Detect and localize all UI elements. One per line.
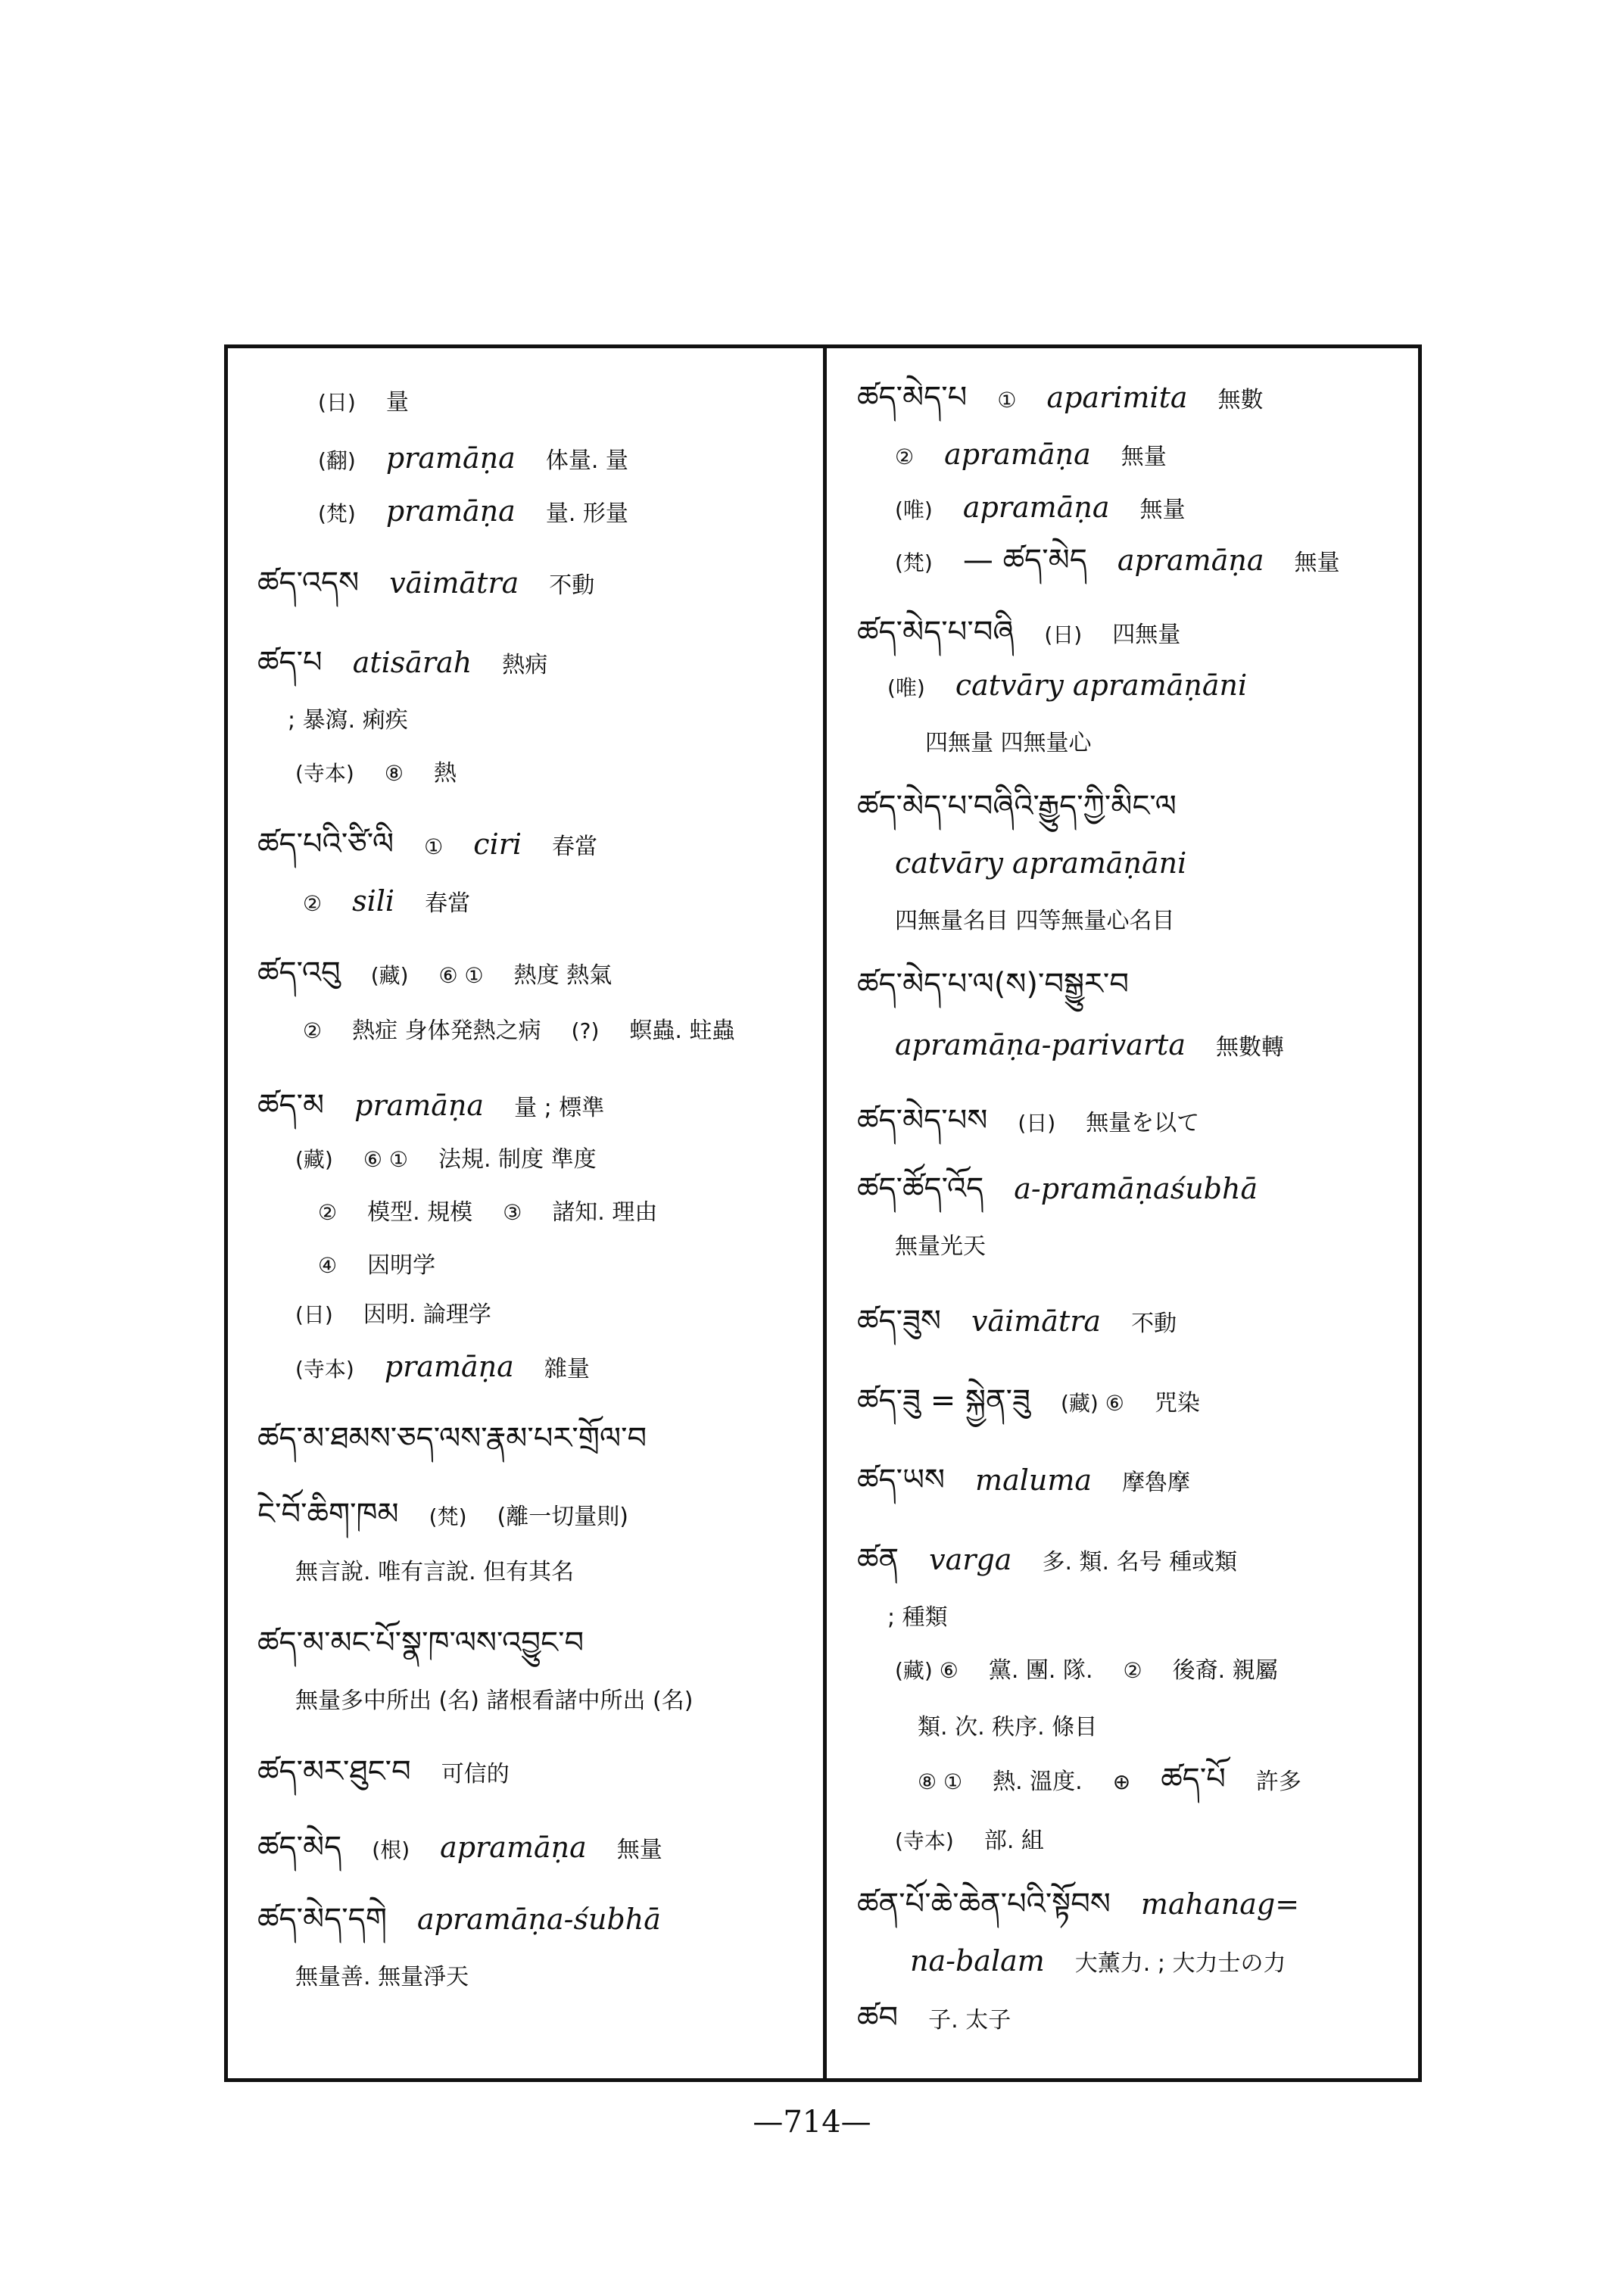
entry-line — [857, 791, 1177, 823]
entry-line — [257, 568, 594, 601]
entry-line — [895, 545, 1339, 578]
page-number: —714— — [753, 2105, 871, 2140]
tibetan-term: ཚད་ཟུ = སྐྱེན་ཟུ — [857, 1383, 1030, 1418]
marker: (梵) — [318, 501, 356, 526]
entry-line — [918, 1711, 1097, 1743]
tibetan-term: — ཚད་མེད — [962, 543, 1087, 578]
tibetan-term: ཚད་ཟུས — [857, 1304, 941, 1339]
tibetan-term: ཚད་མེད་པ་ལ(ས)་བསྒྱུར་བ — [857, 967, 1129, 1002]
entry-line — [257, 1499, 628, 1532]
sanskrit-term: apramāṇa — [962, 491, 1110, 524]
gloss: 四無量名目 四等無量心名目 — [895, 908, 1175, 934]
entry-line — [295, 1961, 469, 1993]
gloss: 雜量 — [544, 1356, 590, 1382]
gloss: 量 ; 標準 — [514, 1095, 605, 1121]
marker: ② — [895, 444, 915, 469]
tibetan-term: ཚད་མར་ཐུང་བ — [257, 1754, 411, 1789]
marker: (唯) — [895, 497, 933, 522]
sanskrit-term: apramāṇa — [440, 1831, 587, 1864]
gloss: 大薰力. ; 大力士の力 — [1074, 1950, 1286, 1977]
marker: ② — [303, 1018, 323, 1043]
marker: (根) — [372, 1837, 410, 1862]
entry-line — [318, 386, 409, 418]
sanskrit-term: apramāṇa-parivarta — [895, 1028, 1186, 1061]
gloss: 因明. 論理学 — [363, 1301, 491, 1328]
entry-line — [895, 1825, 1044, 1856]
entry-line — [295, 1351, 590, 1385]
tibetan-term: ཚད་མེད་པ་བཞི — [857, 615, 1015, 650]
gloss: 無數 — [1217, 387, 1264, 413]
sanskrit-term: ciri — [473, 828, 522, 861]
sanskrit-term: vāimātra — [971, 1304, 1102, 1338]
gloss: 無量光天 — [895, 1233, 986, 1260]
entry-line — [257, 1756, 510, 1790]
marker: (梵) — [429, 1504, 467, 1529]
gloss: 因明学 — [367, 1252, 436, 1279]
gloss: 熱 — [433, 760, 457, 787]
entry-line — [918, 1764, 1301, 1797]
gloss: 無量 — [1294, 550, 1340, 576]
sanskrit-term: maluma — [975, 1463, 1093, 1497]
gloss: 無量を以て — [1086, 1110, 1200, 1136]
marker: ⑥ ① — [363, 1147, 408, 1172]
marker: (?) — [571, 1018, 600, 1043]
marker: (日) — [295, 1302, 333, 1327]
marker: (寺本) — [295, 761, 354, 786]
entry-line — [857, 2000, 1011, 2036]
entry-line — [895, 1030, 1284, 1063]
tibetan-term: ཚད་པའི་ཙི་ལི — [257, 827, 394, 862]
gloss: 部. 組 — [983, 1828, 1044, 1854]
sanskrit-term: apramāṇa — [1117, 544, 1264, 577]
tibetan-term: ཚད་མ — [257, 1088, 325, 1123]
entry-line — [257, 1832, 662, 1865]
tibetan-term: ངེ་བོ་ཆིག་ཁམ — [257, 1497, 399, 1532]
gloss: 四無量 — [1112, 622, 1181, 648]
tibetan-term: ཚད་ཚོད་འོད — [857, 1171, 984, 1206]
entry-line — [857, 969, 1129, 1001]
marker: (藏) ⑥ — [895, 1658, 959, 1683]
gloss: 春當 — [425, 890, 471, 917]
tibetan-term: ཚབ — [857, 2000, 899, 2035]
sanskrit-term: catvāry apramāṇāni — [955, 669, 1248, 702]
entry-line — [257, 955, 613, 991]
marker: (寺本) — [895, 1828, 954, 1853]
marker: ② — [318, 1200, 338, 1225]
tibetan-term: ཚད་མེད་དགེ — [257, 1902, 387, 1937]
gloss: 量. 形量 — [545, 500, 628, 527]
sanskrit-term: vāimātra — [389, 566, 519, 600]
tibetan-term: ཚད་པ — [257, 645, 323, 680]
gloss: 螟蟲. 蛀蟲 — [629, 1018, 735, 1044]
entry-line — [257, 1423, 647, 1455]
sanskrit-term: catvāry apramāṇāni — [895, 846, 1187, 880]
entry-line — [257, 829, 597, 862]
entry-line — [925, 727, 1092, 759]
tibetan-term: ཚད་མ་མང་པོ་སྣ་ཁ་ལས་འབྱུང་བ — [257, 1625, 584, 1660]
column-divider — [823, 344, 827, 2082]
tibetan-term: ཚད་མེད་པ — [857, 380, 968, 415]
gloss: 黨. 團. 隊. — [988, 1657, 1093, 1684]
gloss: 無量 — [616, 1837, 662, 1863]
gloss: 熱度 熱氣 — [513, 962, 613, 989]
gloss: 体量. 量 — [545, 447, 628, 474]
tibetan-term: ཚད་ཡས — [857, 1463, 946, 1498]
entry-line — [857, 1306, 1177, 1339]
marker: ⊕ — [1112, 1769, 1131, 1794]
entry-line — [318, 496, 628, 529]
sanskrit-term: apramāṇa-śubhā — [417, 1903, 661, 1936]
marker: (日) — [1044, 622, 1083, 647]
gloss: (離一切量則) — [497, 1504, 628, 1530]
marker: (翻) — [318, 448, 356, 473]
entry-line — [857, 1105, 1199, 1139]
tibetan-term: ཚད་མེད་པས — [857, 1103, 988, 1138]
marker: ⑧ — [384, 761, 404, 786]
tibetan-term: ཚན — [857, 1542, 899, 1577]
gloss: 量 — [385, 389, 409, 416]
entry-line — [857, 1889, 1299, 1921]
gloss: 模型. 規模 — [367, 1199, 473, 1226]
tibetan-term: ཚན་པོ་ཆེ་ཆེན་པའི་སྟོབས — [857, 1887, 1111, 1922]
entry-line — [857, 1173, 1258, 1205]
gloss: 類. 次. 秩序. 條目 — [918, 1714, 1098, 1741]
marker: (梵) — [895, 550, 933, 575]
gloss: 不動 — [1131, 1311, 1177, 1337]
entry-line — [257, 1625, 584, 1660]
entry-line — [303, 886, 470, 919]
gloss: 諸知. 理由 — [552, 1199, 658, 1226]
sanskrit-term: sili — [352, 884, 395, 918]
marker: (寺本) — [295, 1357, 354, 1382]
sanskrit-term: atisārah — [352, 646, 472, 679]
marker: ② — [303, 891, 323, 916]
entry-line — [895, 905, 1175, 937]
marker: ③ — [503, 1200, 522, 1225]
entry-line — [895, 848, 1186, 880]
marker: ① — [997, 388, 1017, 413]
entry-line — [295, 1685, 693, 1716]
sanskrit-term: na-balam — [910, 1944, 1045, 1978]
entry-line — [303, 1015, 734, 1046]
marker: (唯) — [887, 675, 925, 700]
marker: (日) — [1018, 1111, 1056, 1136]
gloss: 可信的 — [441, 1761, 510, 1788]
entry-line — [910, 1946, 1286, 1979]
marker: (藏) ⑥ — [1061, 1391, 1124, 1416]
gloss: 熱病 — [502, 652, 548, 678]
entry-line — [257, 647, 547, 681]
sanskrit-term: pramāṇa — [384, 1350, 514, 1383]
marker: ⑥ ① — [438, 963, 484, 988]
marker: ⑧ ① — [918, 1769, 963, 1794]
gloss: 無量善. 無量淨天 — [295, 1964, 469, 1990]
marker: (藏) — [295, 1147, 333, 1172]
gloss: 無言說. 唯有言說. 但有其名 — [295, 1559, 575, 1585]
gloss: 後裔. 親屬 — [1172, 1657, 1278, 1684]
gloss: 多. 類. 名号 種或類 — [1042, 1549, 1238, 1576]
sanskrit-term: apramāṇa — [944, 438, 1091, 471]
sanskrit-term: mahanag= — [1140, 1887, 1300, 1921]
gloss: 熱. 溫度. — [993, 1769, 1083, 1795]
entry-line — [295, 1556, 574, 1588]
gloss: 子. 太子 — [928, 2007, 1011, 2034]
gloss: ; 暴瀉. 痢疾 — [288, 707, 408, 734]
entry-line — [895, 1230, 986, 1262]
entry-line — [295, 1298, 491, 1330]
entry-line — [895, 439, 1167, 472]
marker: (藏) — [370, 963, 409, 988]
sanskrit-term: pramāṇa — [385, 494, 516, 528]
marker: ① — [424, 834, 444, 859]
entry-line — [257, 1090, 604, 1124]
entry-line — [895, 1654, 1278, 1686]
entry-line — [887, 670, 1247, 703]
gloss: 無量 — [1121, 444, 1167, 470]
tibetan-term: ཚད་པོ — [1161, 1762, 1226, 1797]
entry-line — [295, 757, 457, 789]
entry-line — [295, 1143, 597, 1175]
entry-line — [318, 1196, 657, 1228]
gloss: 熱症 身体発熱之病 — [352, 1018, 541, 1044]
gloss: 法規. 制度 準度 — [438, 1146, 597, 1173]
gloss: 無數轉 — [1215, 1034, 1284, 1061]
entry-line — [857, 382, 1264, 416]
marker: ② — [1123, 1658, 1142, 1683]
entry-line — [318, 1249, 435, 1281]
entry-line — [857, 1465, 1190, 1498]
marker: (日) — [318, 390, 356, 415]
gloss: 咒染 — [1154, 1390, 1200, 1417]
entry-line — [895, 492, 1185, 525]
gloss: 摩魯摩 — [1122, 1470, 1191, 1496]
gloss: 無量多中所出 (名) 諸根看諸中所出 (名) — [295, 1688, 694, 1714]
marker: ④ — [318, 1253, 338, 1278]
entry-line — [288, 704, 408, 736]
gloss: 春當 — [552, 834, 598, 860]
sanskrit-term: varga — [929, 1543, 1012, 1576]
gloss: 無量 — [1139, 497, 1186, 523]
sanskrit-term: a-pramāṇaśubhā — [1014, 1172, 1258, 1205]
sanskrit-term: pramāṇa — [354, 1089, 485, 1122]
tibetan-term: ཚད་མེད — [257, 1830, 342, 1865]
tibetan-term: ཚད་མ་ཐམས་ཅད་ལས་རྣམ་པར་གྲོལ་བ — [257, 1421, 647, 1456]
gloss: ; 種類 — [887, 1604, 948, 1631]
entry-line — [257, 1904, 661, 1936]
sanskrit-term: pramāṇa — [385, 441, 516, 475]
gloss: 四無量 四無量心 — [925, 730, 1092, 756]
sanskrit-term: aparimita — [1046, 381, 1188, 414]
entry-line — [857, 1544, 1237, 1578]
tibetan-term: ཚད་འདས — [257, 566, 360, 600]
gloss: 不動 — [549, 572, 595, 599]
tibetan-term: ཚད་མེད་པ་བཞིའི་རྒྱུད་ཀྱི་མིང་ལ — [857, 789, 1177, 824]
entry-line — [318, 443, 628, 476]
entry-line — [887, 1601, 948, 1633]
gloss: 許多 — [1255, 1769, 1301, 1795]
tibetan-term: ཚད་འབུ — [257, 955, 341, 990]
entry-line — [857, 1385, 1200, 1419]
entry-line — [857, 617, 1180, 650]
